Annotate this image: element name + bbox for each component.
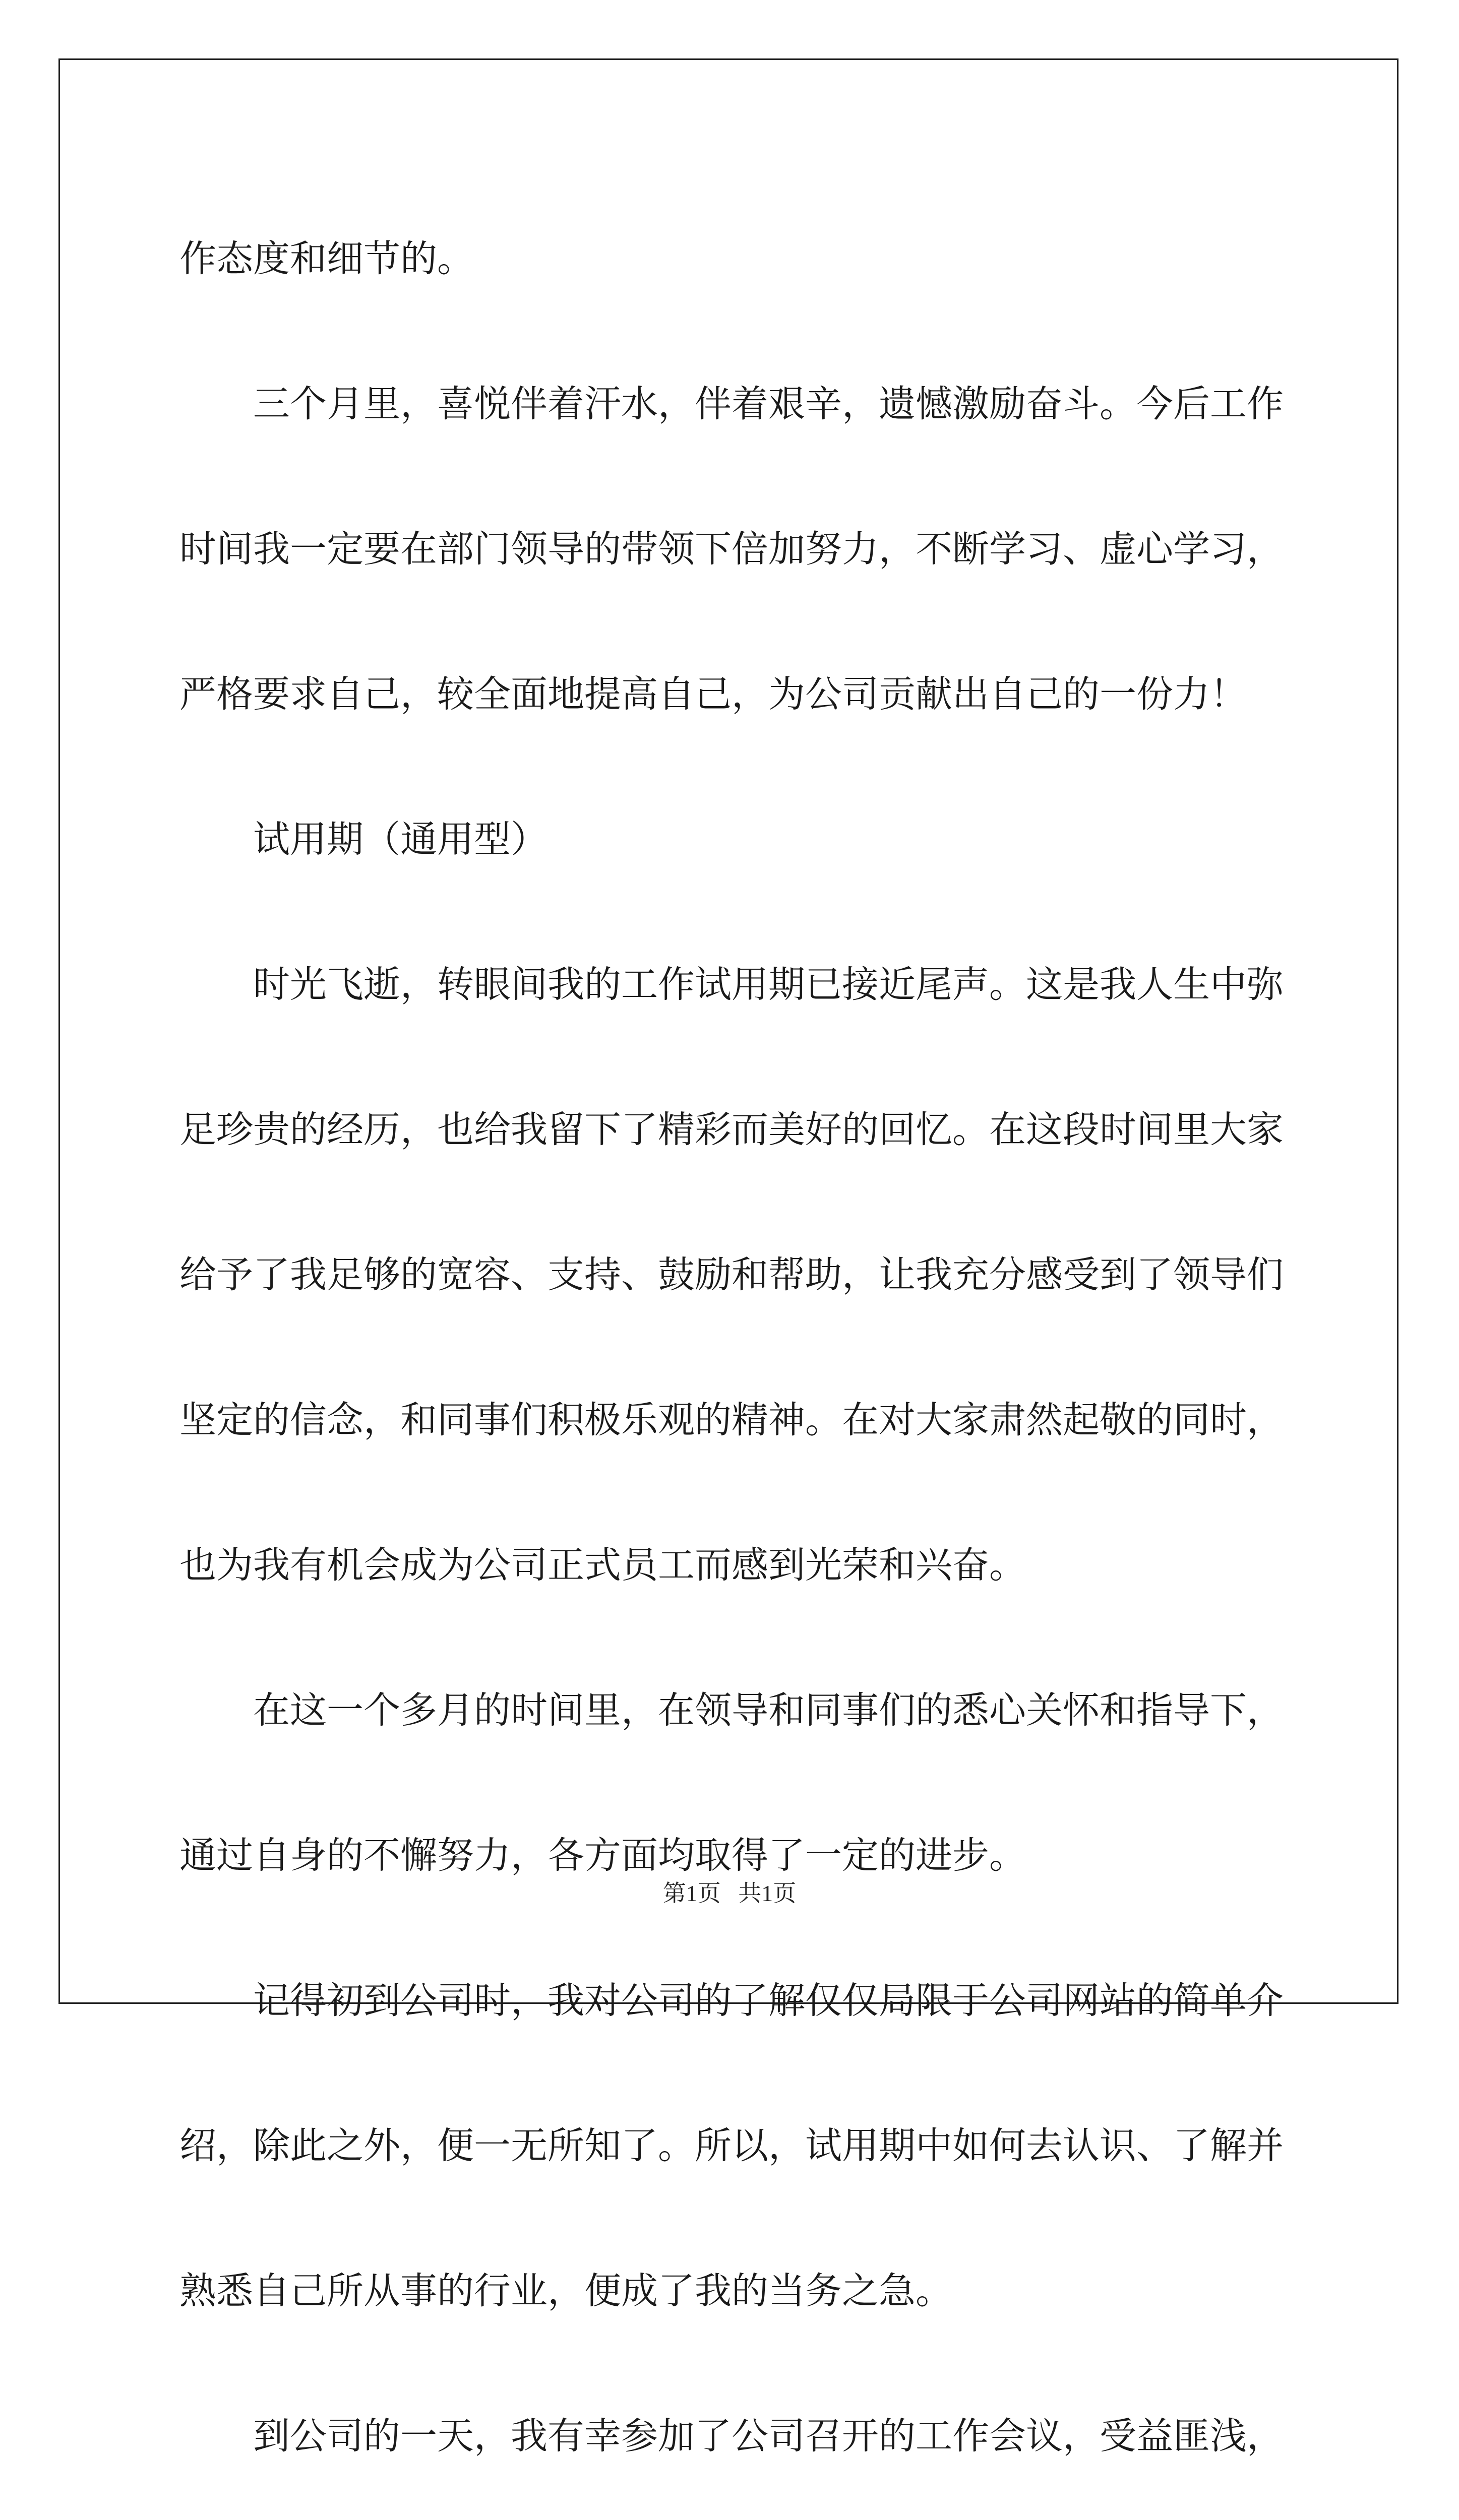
text-line: 也为我有机会成为公司正式员工而感到光荣和兴奋。 — [179, 1544, 1026, 1587]
text-line: 熟悉自己所从事的行业，便成了我的当务之急。 — [179, 2270, 952, 2312]
text-line: 作态度和细节的。 — [179, 237, 474, 280]
text-line: 时光飞逝，转眼间我的工作试用期已接近尾声。这是我人生中弥 — [253, 963, 1284, 1006]
section-heading: 试用期（通用型） — [253, 818, 548, 861]
text-line — [179, 2509, 1289, 2520]
text-line: 绍，除此之外，便一无所知了。所以，试用期中如何去认识、了解并 — [179, 2124, 1284, 2167]
text-line: 通过自身的不懈努力，各方面均取得了一定的进步。 — [179, 1834, 1026, 1877]
text-line: 足珍贵的经历，也给我留下了精彩而美好的回忆。在这段时间里大家 — [179, 1108, 1284, 1151]
document-body — [179, 186, 1289, 2520]
text-line: 记得初到公司时，我对公司的了解仅仅局限于公司网站的简单介 — [253, 1979, 1284, 2022]
text-line: 在这一个多月的时间里，在领导和同事们的悉心关怀和指导下， — [253, 1689, 1284, 1732]
text-line: 给予了我足够的宽容、支持、鼓励和帮助，让我充分感受到了领导们 — [179, 1253, 1284, 1296]
text-line: 严格要求自己，较全面地提高自己，为公司贡献出自己的一份力！ — [179, 673, 1247, 716]
page-footer: 第1页 共1页 — [662, 1880, 797, 1906]
text-line: 到公司的一天，我有幸参加了公司召开的工作会议，受益匪浅， — [253, 2415, 1284, 2458]
text-line: 三个月里，喜悦伴着汗水，伴着艰辛，遗憾激励奋斗。今后工作 — [253, 383, 1284, 425]
text-line: 坚定的信念，和同事们积极乐观的精神。在对大家肃然起敬的同时， — [179, 1399, 1284, 1441]
text-line: 时间我一定要在部门领导的带领下倍加努力，不断学习、虚心学习， — [179, 528, 1284, 571]
